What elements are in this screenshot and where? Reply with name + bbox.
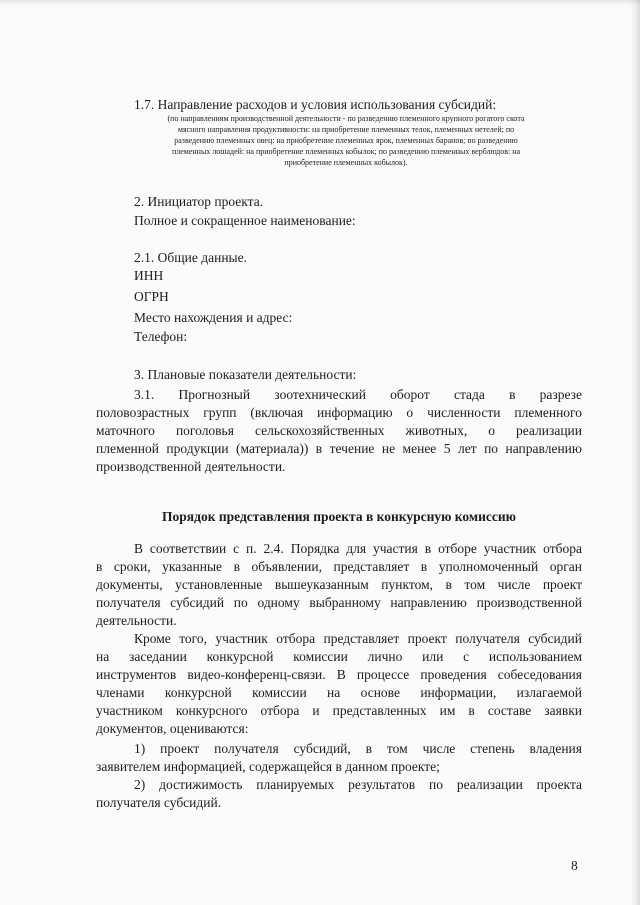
procedure-para2-line: на заседании конкурсной комиссии лично или с использованием [96,649,582,664]
section-1-7-note-line: приобретение племенных кобылок). [284,158,408,167]
procedure-para1-line: В соответствии с п. 2.4. Порядка для участия в отборе участник отбора [134,541,582,556]
section-3-title: 3. Плановые показатели деятельности: [134,367,357,382]
scan-shadow-top [0,0,640,6]
section-2-1-title: 2.1. Общие данные. [134,250,247,265]
section-3-text-line: маточного поголовья сельскохозяйственных животных, о реализации [96,423,582,438]
criterion-item-1-line: 1) проект получателя субсидий, в том числе степень владения [134,741,582,756]
page-number: 8 [571,858,578,873]
phone-label: Телефон: [134,329,188,344]
procedure-para1-line: деятельности. [96,613,177,628]
procedure-para2-line: Кроме того, участник отбора представляет проект получателя субсидий [134,631,582,646]
full-name-label: Полное и сокращенное наименование: [134,213,356,228]
scan-shadow-right [630,0,640,905]
criterion-item-2-line: 2) достижимость планируемых результатов по реализации проекта [134,777,582,792]
section-3-text-line: производственной деятельности. [96,459,286,474]
procedure-para1-line: получателя субсидий по одному выбранному направлению производственной [96,595,582,610]
criterion-item-1-line: заявителем информацией, содержащейся в данном проекте; [96,759,440,774]
procedure-para2-line: членами конкурсной комиссии на основе информации, излагаемой [96,685,582,700]
procedure-heading: Порядок представления проекта в конкурсную комиссию [162,509,516,524]
procedure-para1-line: в сроки, указанные в объявлении, представляет в уполномоченный орган [96,559,582,574]
procedure-para1-line: документы, установленные вышеуказанным пунктом, в том числе проект [96,577,582,592]
criterion-item-2-line: получателя субсидий. [96,795,222,810]
section-1-7-note-line: (по направлениям производственной деятельности - по разведению племенного крупного рогатого скота [167,114,525,123]
section-3-text-line: половозрастных групп (включая информацию о численности племенного [96,405,582,420]
procedure-para2-line: документов, оцениваются: [96,721,249,736]
procedure-para2-line: инструментов видео-конференц-связи. В процессе проведения собеседования [96,667,582,682]
section-3-text-line: 3.1. Прогнозный зоотехнический оборот стада в разрезе [134,387,582,402]
procedure-para2-line: участником конкурсного отбора и представленных им в составе заявки [96,703,582,718]
section-1-7-note-line: разведению племенных овец: на приобретение племенных ярок, племенных баранов; по разведению [174,136,518,145]
inn-label: ИНН [134,268,164,283]
address-label: Место нахождения и адрес: [134,310,293,325]
section-1-7-note-line: мясного направления продуктивности: на приобретение племенных телок, племенных нетелей; по [177,125,515,134]
section-3-text-line: племенной продукции (материала)) в течение не менее 5 лет по направлению [96,441,582,456]
section-1-7-note-line: племенных лошадей: на приобретение племенных кобылок; по разведению племенных верблюдов: на [171,147,521,156]
ogrn-label: ОГРН [134,289,169,304]
section-1-7-title: 1.7. Направление расходов и условия использования субсидий: [134,97,497,112]
section-2-title: 2. Инициатор проекта. [134,194,264,209]
